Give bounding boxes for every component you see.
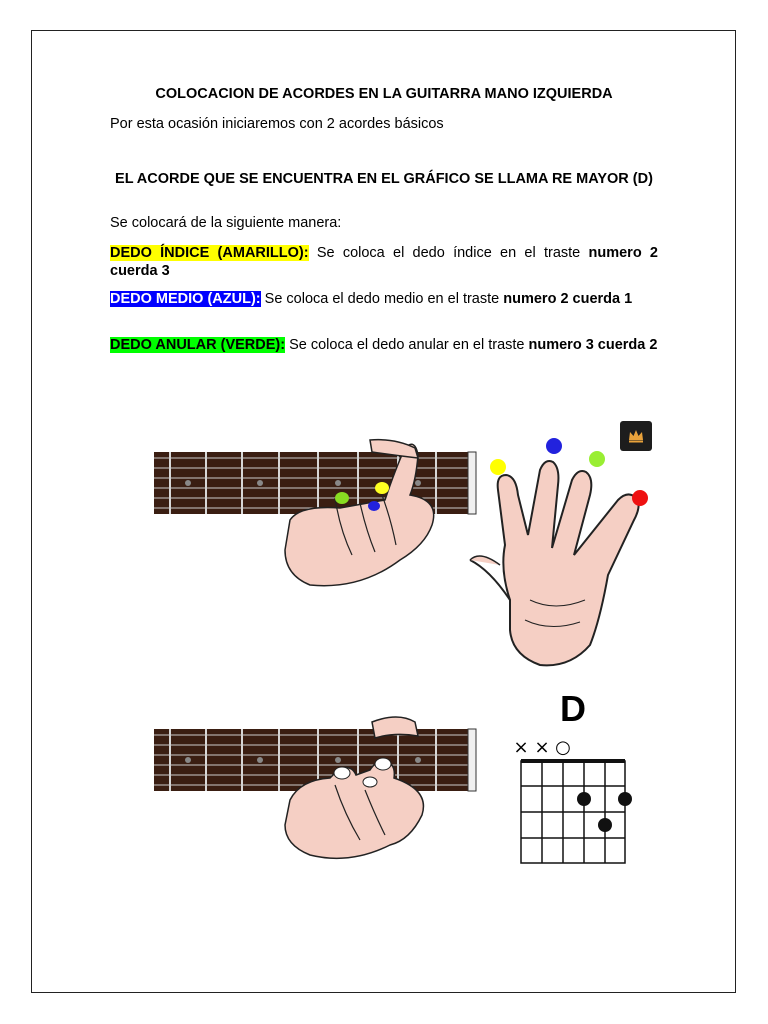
finger-ring-position: numero 3 cuerda 2 xyxy=(528,337,658,353)
dot-middle xyxy=(589,451,605,467)
chord-chart xyxy=(513,737,632,863)
section-heading: EL ACORDE QUE SE ENCUENTRA EN EL GRÁFICO SE LLAMA RE MAYOR (D) xyxy=(115,171,653,187)
intro-text: Por esta ocasión iniciaremos con 2 acordes básicos xyxy=(110,116,444,132)
dot-ring xyxy=(632,490,648,506)
document-title: COLOCACION DE ACORDES EN LA GUITARRA MANO IZQUIERDA xyxy=(155,86,613,102)
chord-dot-2 xyxy=(618,792,632,806)
finger-index-position: numero 2 cuerda 3 xyxy=(110,245,658,279)
string-marker-2: × xyxy=(534,737,550,758)
finger-middle-position: numero 2 cuerda 1 xyxy=(503,291,633,307)
manner-text: Se colocará de la siguiente manera: xyxy=(110,215,342,231)
open-hand xyxy=(470,438,648,665)
finger-ring-label: DEDO ANULAR (VERDE): xyxy=(110,337,286,353)
premium-button[interactable] xyxy=(620,421,652,451)
finger-middle-text: Se coloca el dedo medio en el traste xyxy=(260,291,504,307)
chord-name-label: D xyxy=(560,688,586,729)
dot-thumb xyxy=(490,459,506,475)
crown-icon xyxy=(628,429,644,443)
chord-dot-1 xyxy=(577,792,591,806)
finger-index-text: Se coloca el dedo índice en el traste xyxy=(308,245,589,261)
dot-index xyxy=(546,438,562,454)
string-marker-1: × xyxy=(513,737,529,758)
finger-index-label: DEDO ÍNDICE (AMARILLO): xyxy=(110,245,309,261)
chord-dot-3 xyxy=(598,818,612,832)
string-marker-3: ○ xyxy=(555,737,571,758)
finger-ring-text: Se coloca el dedo anular en el traste xyxy=(285,337,529,353)
finger-middle-label: DEDO MEDIO (AZUL): xyxy=(110,291,261,307)
